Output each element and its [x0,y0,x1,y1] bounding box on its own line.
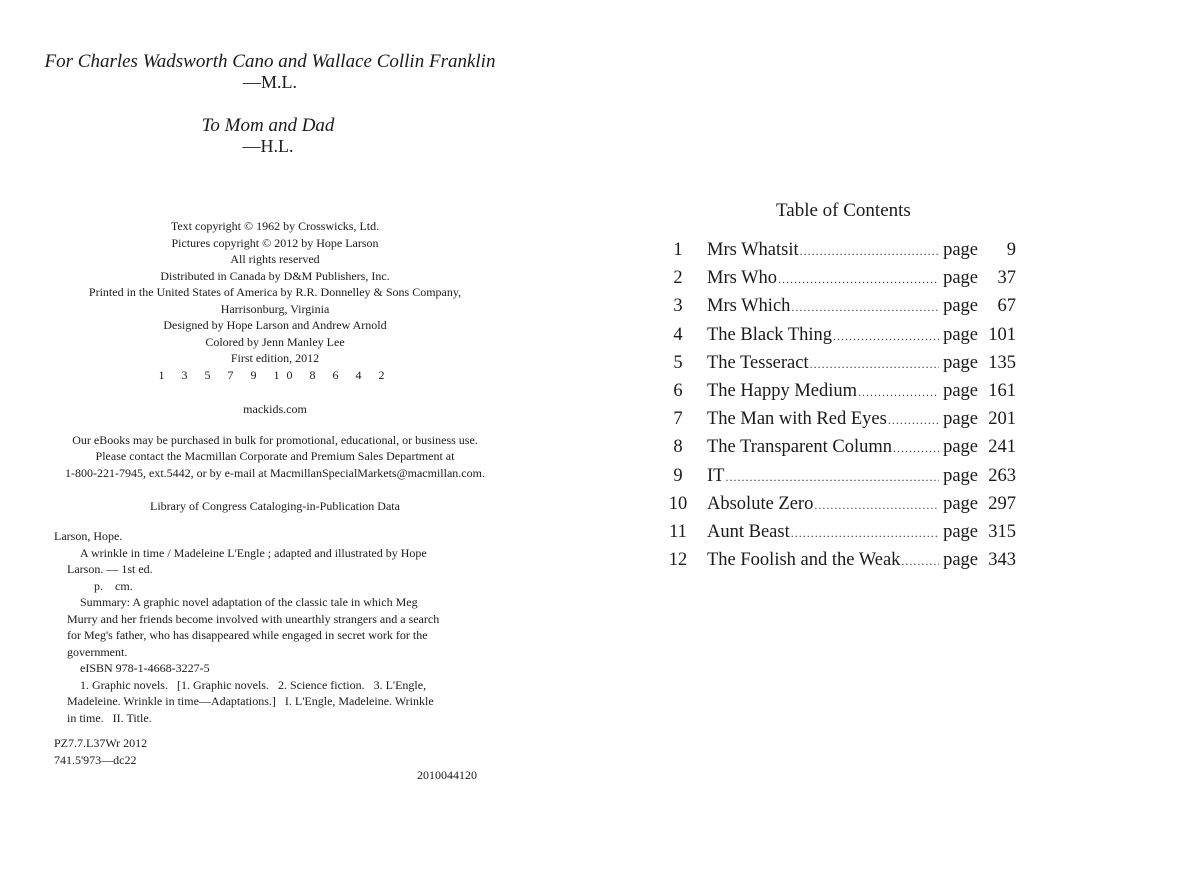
toc-row[interactable] [666,522,1016,550]
copyright-line: Text copyright © 1962 by Crosswicks, Ltd. [170,219,380,233]
page-word: page [943,324,978,345]
copyright-line: Colored by Jenn Manley Lee [205,334,345,349]
chapter-number: 8 [673,437,683,458]
chapter-title: The Black Thing [707,324,833,345]
dot-leader [791,300,939,315]
page-number: 135 [988,352,1016,373]
cip-summary-line: Summary: A graphic novel adaptation of the classic tale in which Meg [80,595,418,609]
cip-subject-line: Madeleine. Wrinkle in time—Adaptations.] I. L'Engle, Madeleine. Wrinkle [67,694,434,708]
page-number: 297 [988,493,1016,514]
dedication-ml [40,52,500,92]
dot-leader [833,329,939,344]
chapter-title: The Happy Medium [707,380,858,401]
chapter-number: 12 [668,550,688,571]
cip-block [54,528,494,768]
copyright-line: Distributed in Canada by D&M Publishers, Inc. [160,268,390,283]
chapter-number: 4 [673,324,683,345]
chapter-title: IT [707,465,725,486]
page-number: 343 [988,550,1016,571]
cip-pages: p. cm. [94,578,133,593]
toc-row[interactable] [666,353,1016,381]
chapter-title: The Foolish and the Weak [707,550,901,571]
dot-leader [858,385,939,400]
dedication-line: To Mom and Dad [201,115,335,136]
chapter-title: The Man with Red Eyes [707,409,887,430]
page-word: page [943,240,978,260]
cip-summary-line: Murry and her friends become involved with unearthly strangers and a search [67,611,440,626]
chapter-number: 3 [673,296,683,317]
chapter-number: 1 [673,240,683,260]
copyright-line: Printed in the United States of America by R.R. Donnelley & Sons Company, [88,285,462,299]
page-word: page [943,296,978,317]
dedication-hl [168,116,368,156]
dot-leader [901,554,939,569]
right-page [600,0,1200,874]
page-number: 241 [988,437,1016,458]
dot-leader [778,272,939,287]
copyright-line: All rights reserved [230,252,320,266]
cip-isbn: eISBN 978-1-4668-3227-5 [80,661,210,675]
chapter-title: Mrs Which [707,296,791,317]
chapter-number: 11 [669,521,687,542]
cip-title-line: A wrinkle in time / Madeleine L'Engle ; adapted and illustrated by Hope [80,545,427,560]
page-number: 37 [997,268,1016,289]
copyright-line: First edition, 2012 [230,351,320,365]
print-line-numbers: 1 3 5 7 9 10 8 6 4 2 [158,367,392,382]
page-word: page [943,493,978,514]
page-number: 161 [988,380,1016,401]
cip-summary-line: for Meg's father, who has disappeared while engaged in secret work for the [67,628,428,642]
ebook-line: Please contact the Macmillan Corporate and Premium Sales Department at [95,449,455,463]
chapter-number: 10 [668,493,688,514]
toc-row[interactable] [666,466,1016,494]
chapter-title: Absolute Zero [707,493,814,514]
dot-leader [810,357,939,372]
dot-leader [888,413,939,428]
cip-title-line: Larson. — 1st ed. [67,562,153,576]
page-word: page [943,550,978,571]
cip-classification: PZ7.7.L37Wr 2012 [54,736,148,750]
chapter-title: The Transparent Column [707,437,892,458]
dot-leader [725,470,939,485]
copyright-block [40,218,510,515]
chapter-number: 6 [673,380,683,401]
ebook-line: 1-800-221-7945, ext.5442, or by e-mail at MacmillanSpecialMarkets@macmillan.com. [65,465,485,480]
toc-row[interactable] [666,409,1016,437]
page-word: page [943,465,978,486]
toc-row[interactable] [666,437,1016,465]
toc-title: Table of Contents [776,200,911,221]
table-of-contents [666,240,1016,578]
chapter-number: 9 [673,465,683,486]
page-word: page [943,437,978,458]
toc-row[interactable] [666,268,1016,296]
dot-leader [791,526,939,541]
toc-row[interactable] [666,550,1016,578]
copyright-line: Designed by Hope Larson and Andrew Arnold [163,318,387,332]
dedication-line: For Charles Wadsworth Cano and Wallace Collin Franklin [44,51,496,72]
page-number: 67 [997,296,1016,317]
cip-author: Larson, Hope. [54,529,123,543]
cip-subject-line: 1. Graphic novels. [1. Graphic novels. 2. Science fiction. 3. L'Engle, [80,677,427,692]
copyright-line: Pictures copyright © 2012 by Hope Larson [171,235,379,250]
page-number: 315 [988,521,1016,542]
copyright-line: Harrisonburg, Virginia [220,301,330,316]
dot-leader [893,441,939,456]
page-number: 201 [988,409,1016,430]
lccn-number: 2010044120 [417,768,477,782]
dot-leader [800,244,939,259]
page-number: 263 [988,465,1016,486]
cip-summary-line: government. [67,644,128,659]
chapter-title: Mrs Whatsit [707,240,799,260]
cip-heading: Library of Congress Cataloging-in-Publication Data [150,499,400,513]
ebook-line: Our eBooks may be purchased in bulk for promotional, educational, or business use. [72,432,478,447]
dedication-signature: —H.L. [242,136,294,156]
website: mackids.com [243,402,307,416]
chapter-number: 2 [673,268,683,289]
toc-row[interactable] [666,494,1016,522]
chapter-number: 7 [673,409,683,430]
page-number: 9 [1006,240,1016,260]
chapter-number: 5 [673,352,683,373]
page-word: page [943,521,978,542]
page-word: page [943,268,978,289]
page-word: page [943,409,978,430]
toc-row[interactable] [666,296,1016,324]
chapter-title: The Tesseract [707,352,809,373]
chapter-title: Aunt Beast [707,521,790,542]
page-word: page [943,352,978,373]
page-number: 101 [988,324,1016,345]
cip-classification: 741.5'973—dc22 [54,752,137,767]
toc-row[interactable] [666,381,1016,409]
toc-row[interactable] [666,240,1016,268]
cip-subject-line: in time. II. Title. [67,710,152,725]
page-word: page [943,380,978,401]
dedication-signature: —M.L. [243,72,297,92]
dot-leader [814,498,939,513]
toc-row[interactable] [666,325,1016,353]
chapter-title: Mrs Who [707,268,778,289]
